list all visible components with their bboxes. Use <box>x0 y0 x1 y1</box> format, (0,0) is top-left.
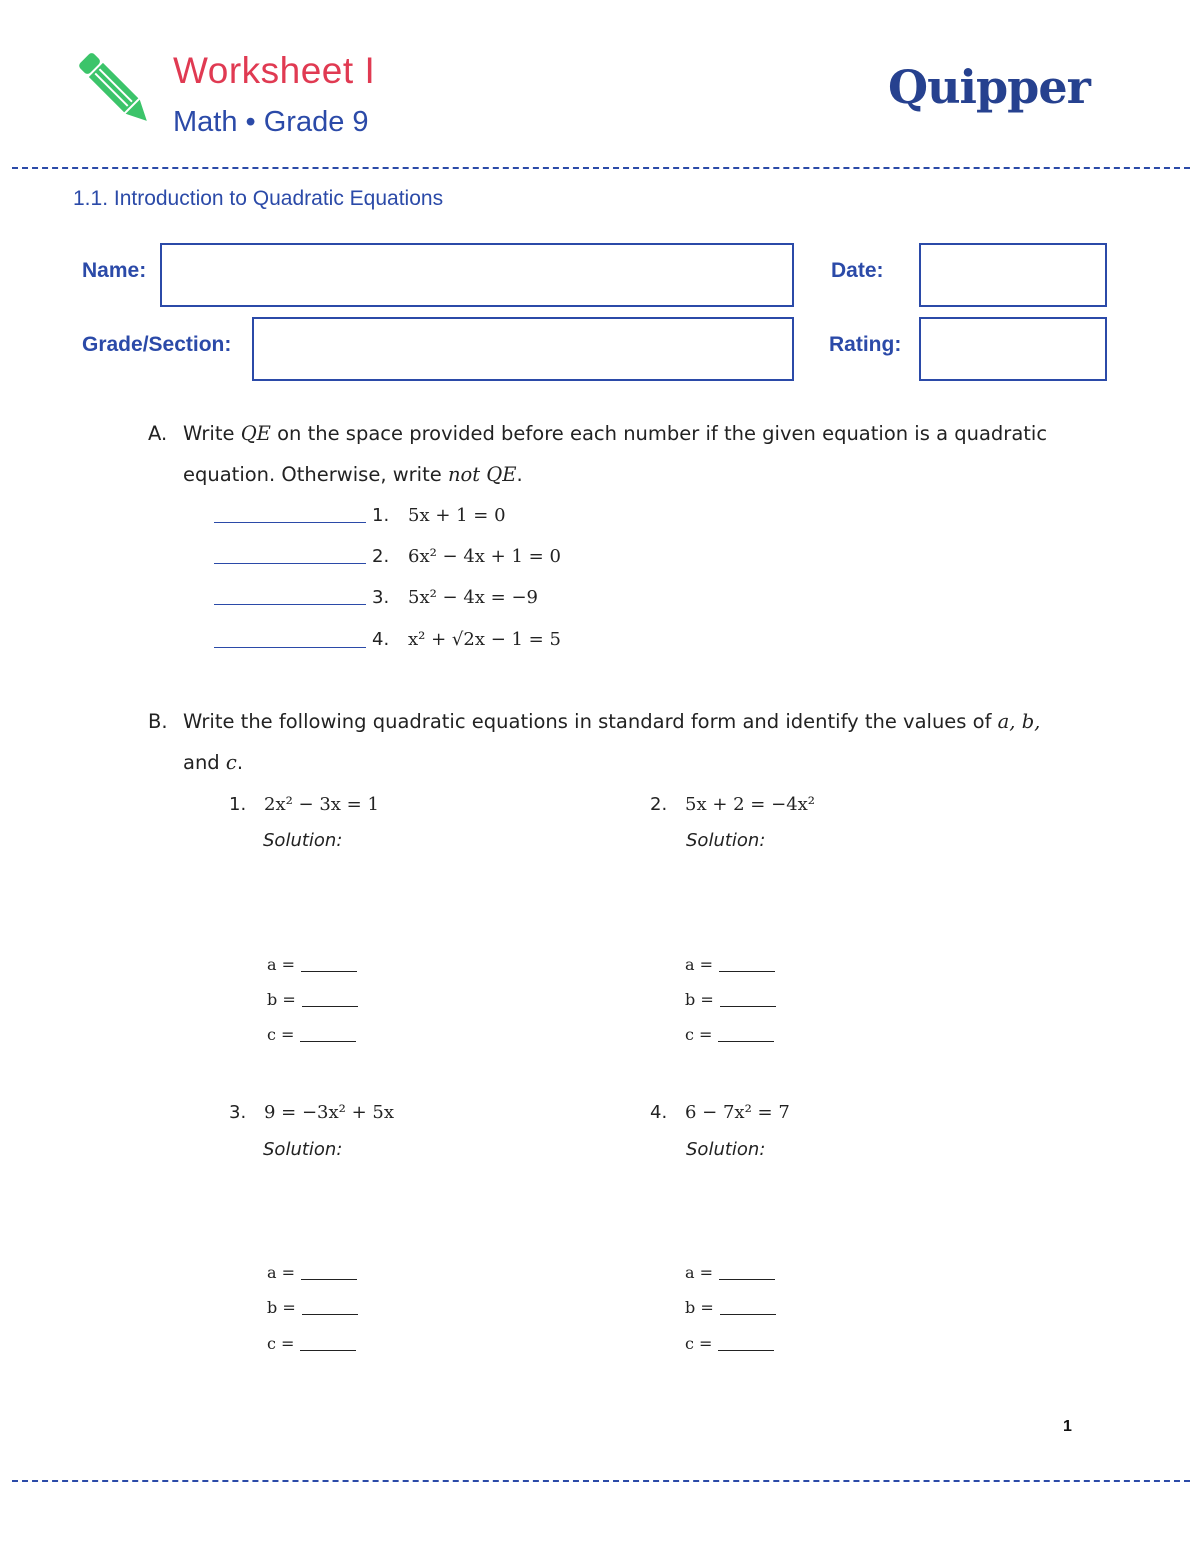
value-b-row: b = <box>685 990 776 1009</box>
rating-field[interactable] <box>919 317 1107 381</box>
value-c-row: c = <box>685 1334 774 1353</box>
value-b-row: b = <box>267 990 358 1009</box>
part-a-instruction-line2: equation. Otherwise, write not QE. <box>183 463 523 486</box>
item-equation: x² + √2x − 1 = 5 <box>408 629 561 650</box>
value-b-blank[interactable] <box>302 1314 358 1315</box>
value-c-blank[interactable] <box>300 1041 356 1042</box>
grade-section-field[interactable] <box>252 317 794 381</box>
item-equation: 6x² − 4x + 1 = 0 <box>408 546 561 567</box>
value-a-row: a = <box>267 1263 357 1282</box>
value-a-blank[interactable] <box>301 1279 357 1280</box>
part-a-letter: A. <box>148 422 168 445</box>
item-equation: 5x² − 4x = −9 <box>408 587 539 608</box>
item-number: 3. <box>372 587 390 608</box>
value-c-blank[interactable] <box>718 1041 774 1042</box>
item-number: 4. <box>372 629 390 650</box>
item-equation: 6 − 7x² = 7 <box>685 1102 790 1123</box>
value-a-row: a = <box>267 955 357 974</box>
item-number: 3. <box>229 1102 247 1123</box>
value-c-blank[interactable] <box>718 1350 774 1351</box>
value-c-blank[interactable] <box>300 1350 356 1351</box>
answer-blank[interactable] <box>214 563 366 564</box>
grade-section-label: Grade/Section: <box>82 333 232 356</box>
date-label: Date: <box>831 259 884 282</box>
name-label: Name: <box>82 259 147 282</box>
value-c-row: c = <box>685 1025 774 1044</box>
value-c-row: c = <box>267 1334 356 1353</box>
value-a-blank[interactable] <box>301 971 357 972</box>
item-equation: 5x + 2 = −4x² <box>685 794 816 815</box>
part-a-instruction-line1: Write QE on the space provided before each number if the given equation is a quadratic <box>183 422 1048 445</box>
item-equation: 5x + 1 = 0 <box>408 505 506 526</box>
value-b-blank[interactable] <box>720 1006 776 1007</box>
value-b-row: b = <box>267 1298 358 1317</box>
answer-blank[interactable] <box>214 522 366 523</box>
value-b-blank[interactable] <box>302 1006 358 1007</box>
top-divider <box>12 167 1190 169</box>
answer-blank[interactable] <box>214 604 366 605</box>
item-number: 2. <box>372 546 390 567</box>
value-a-row: a = <box>685 955 775 974</box>
item-equation: 9 = −3x² + 5x <box>264 1102 395 1123</box>
worksheet-title: Worksheet I <box>173 50 376 91</box>
value-a-blank[interactable] <box>719 971 775 972</box>
page-number: 1 <box>1063 1418 1072 1435</box>
rating-label: Rating: <box>829 333 902 356</box>
item-number: 1. <box>229 794 247 815</box>
name-field[interactable] <box>160 243 794 307</box>
value-b-blank[interactable] <box>720 1314 776 1315</box>
solution-label: Solution: <box>686 1139 766 1160</box>
bottom-divider <box>12 1480 1190 1482</box>
item-number: 2. <box>650 794 668 815</box>
brand-logo: Quipper <box>888 60 1090 114</box>
solution-label: Solution: <box>263 1139 343 1160</box>
value-a-blank[interactable] <box>719 1279 775 1280</box>
value-a-row: a = <box>685 1263 775 1282</box>
item-equation: 2x² − 3x = 1 <box>264 794 379 815</box>
value-b-row: b = <box>685 1298 776 1317</box>
part-b-letter: B. <box>148 710 168 733</box>
worksheet-subtitle: Math • Grade 9 <box>173 106 369 138</box>
topic-heading: 1.1. Introduction to Quadratic Equations <box>73 187 444 210</box>
item-number: 1. <box>372 505 390 526</box>
value-c-row: c = <box>267 1025 356 1044</box>
solution-label: Solution: <box>686 830 766 851</box>
solution-label: Solution: <box>263 830 343 851</box>
part-b-instruction-line1: Write the following quadratic equations in standard form and identify the values of a, b, <box>183 710 1041 733</box>
answer-blank[interactable] <box>214 647 366 648</box>
part-b-instruction-line2: and c. <box>183 751 244 774</box>
date-field[interactable] <box>919 243 1107 307</box>
pencil-icon <box>72 44 158 134</box>
item-number: 4. <box>650 1102 668 1123</box>
